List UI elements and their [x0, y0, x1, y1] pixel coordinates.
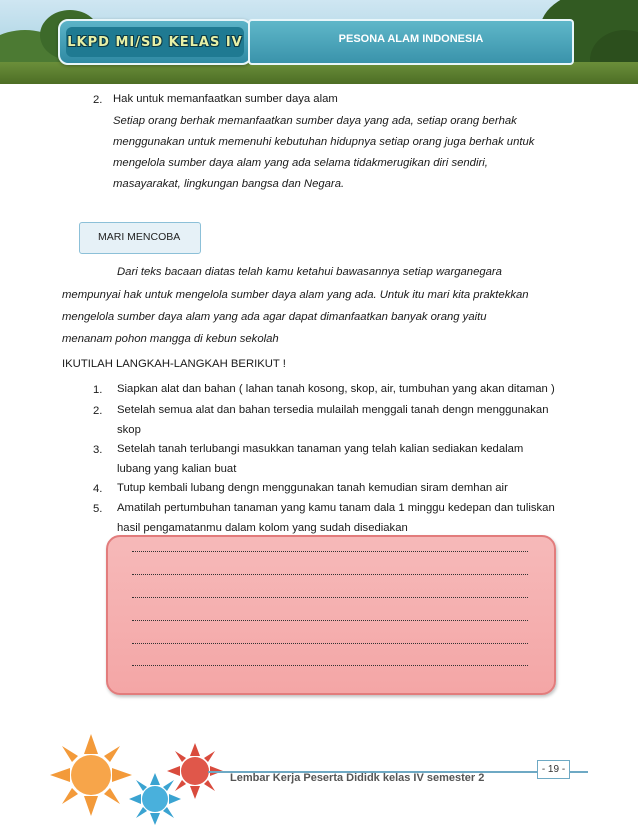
steps-heading: IKUTILAH LANGKAH-LANGKAH BERIKUT ! [62, 358, 286, 370]
step-number: 5. [93, 503, 103, 515]
note-line[interactable] [132, 551, 528, 552]
note-line[interactable] [132, 643, 528, 644]
class-badge [58, 19, 252, 65]
header-banner [0, 0, 638, 84]
intro-line: mempunyai hak untuk mengelola sumber daya alam yang ada. Untuk itu mari kita praktekkan [62, 289, 529, 301]
topic-badge-label: PESONA ALAM INDONESIA [338, 33, 484, 45]
note-line[interactable] [132, 665, 528, 666]
class-badge-label: LKPD MI/SD KELAS IV [67, 34, 243, 50]
intro-line: menanam pohon mangga di kebun sekolah [62, 333, 279, 345]
step-line: Setelah semua alat dan bahan tersedia mulailah menggali tanah dengn menggunakan [117, 404, 549, 416]
intro-line: Dari teks bacaan diatas telah kamu ketahui bawasannya setiap warganegara [117, 266, 502, 278]
section-number: 2. [93, 94, 103, 106]
note-line[interactable] [132, 620, 528, 621]
blue-sun-icon [128, 772, 182, 826]
step-number: 4. [93, 483, 103, 495]
try-it-label-box [79, 222, 201, 254]
intro-line: mengelola sumber daya alam yang ada agar dapat dimanfaatkan banyak orang yaitu [62, 311, 487, 323]
try-it-label: MARI MENCOBA [98, 231, 181, 243]
step-line: Setelah tanah terlubangi masukkan tanaman yang telah kalian sediakan kedalam [117, 443, 524, 455]
section-title: Hak untuk memanfaatkan sumber daya alam [113, 93, 338, 105]
section-line: mengelola sumber daya alam yang ada selama tidakmerugikan diri sendiri, [113, 157, 488, 169]
step-number: 3. [93, 444, 103, 456]
step-number: 1. [93, 384, 103, 396]
section-line: Setiap orang berhak memanfaatkan sumber daya yang ada, setiap orang berhak [113, 115, 517, 127]
step-line: skop [117, 424, 141, 436]
page-number: - 19 - [537, 760, 570, 779]
step-line: Amatilah pertumbuhan tanaman yang kamu tanam dala 1 minggu kedepan dan tuliskan [117, 502, 555, 514]
step-line: lubang yang kalian buat [117, 463, 237, 475]
note-line[interactable] [132, 597, 528, 598]
note-line[interactable] [132, 574, 528, 575]
section-line: masayarakat, lingkungan bangsa dan Negara. [113, 178, 345, 190]
step-line: Tutup kembali lubang dengn menggunakan tanah kemudian siram demhan air [117, 482, 508, 494]
step-line: hasil pengamatanmu dalam kolom yang sudah disediakan [117, 522, 408, 534]
footer-text: Lembar Kerja Peserta Dididk kelas IV semester 2 [230, 772, 485, 784]
topic-badge [248, 19, 574, 65]
observation-notes-box[interactable] [106, 535, 556, 695]
orange-sun-icon [48, 732, 134, 818]
step-line: Siapkan alat dan bahan ( lahan tanah kosong, skop, air, tumbuhan yang akan ditaman ) [117, 383, 555, 395]
section-line: menggunakan untuk memenuhi kebutuhan hidupnya setiap orang juga berhak untuk [113, 136, 535, 148]
step-number: 2. [93, 405, 103, 417]
